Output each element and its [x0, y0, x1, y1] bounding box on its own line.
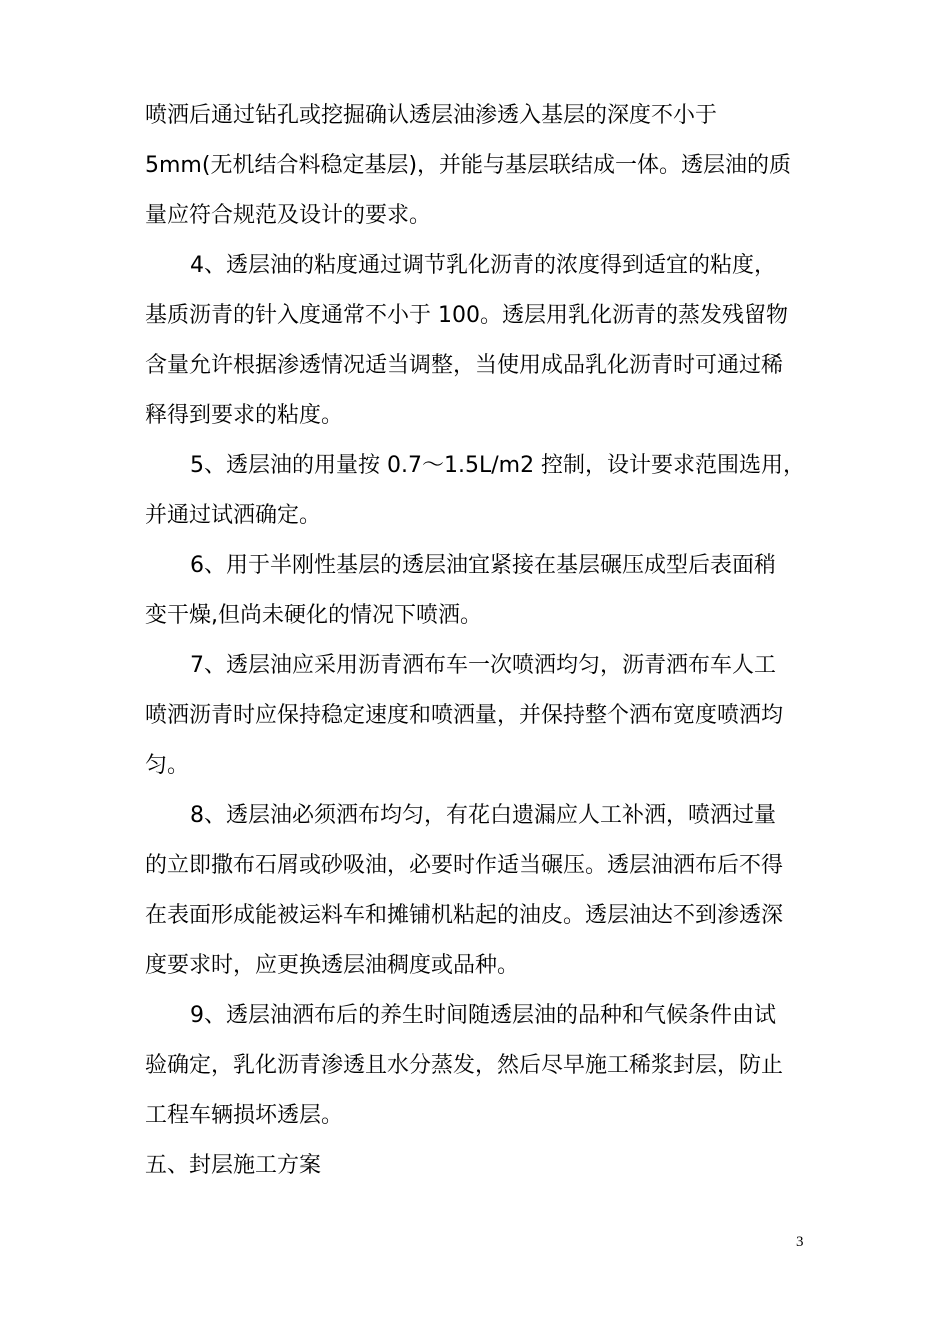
text-line: 5mm(无机结合料稳定基层)，并能与基层联结成一体。透层油的质 [145, 153, 792, 178]
text-line: 在表面形成能被运料车和摊铺机粘起的油皮。透层油达不到渗透深 [145, 903, 784, 928]
text-line: 喷洒沥青时应保持稳定速度和喷洒量，并保持整个洒布宽度喷洒均 [145, 703, 784, 728]
text-line: 度要求时，应更换透层油稠度或品种。 [145, 953, 520, 978]
text-line: 量应符合规范及设计的要求。 [145, 203, 432, 228]
section-heading: 五、封层施工方案 [145, 1153, 322, 1178]
text-line: 7、透层油应采用沥青洒布车一次喷洒均匀，沥青洒布车人工 [190, 653, 776, 678]
text-line: 基质沥青的针入度通常不小于 100。透层用乳化沥青的蒸发残留物 [145, 303, 788, 328]
text-line: 6、用于半刚性基层的透层油宜紧接在基层碾压成型后表面稍 [190, 553, 776, 578]
text-line: 验确定，乳化沥青渗透且水分蒸发，然后尽早施工稀浆封层，防止 [145, 1053, 784, 1078]
text-line: 8、透层油必须洒布均匀，有花白遗漏应人工补洒，喷洒过量 [190, 803, 776, 828]
text-line: 工程车辆损坏透层。 [145, 1103, 344, 1128]
text-line: 喷洒后通过钻孔或挖掘确认透层油渗透入基层的深度不小于 [145, 103, 718, 128]
text-line: 5、透层油的用量按 0.7～1.5L/m2 控制，设计要求范围选用， [190, 453, 806, 478]
text-line: 4、透层油的粘度通过调节乳化沥青的浓度得到适宜的粘度， [190, 253, 776, 278]
page-number: 3 [796, 1234, 804, 1250]
text-line: 变干燥,但尚未硬化的情况下喷洒。 [145, 603, 482, 628]
text-line: 含量允许根据渗透情况适当调整，当使用成品乳化沥青时可通过稀 [145, 353, 784, 378]
text-line: 9、透层油洒布后的养生时间随透层油的品种和气候条件由试 [190, 1003, 776, 1028]
text-line: 的立即撒布石屑或砂吸油，必要时作适当碾压。透层油洒布后不得 [145, 853, 784, 878]
text-line: 释得到要求的粘度。 [145, 403, 344, 428]
text-line: 并通过试洒确定。 [145, 503, 322, 528]
text-line: 匀。 [145, 753, 190, 778]
